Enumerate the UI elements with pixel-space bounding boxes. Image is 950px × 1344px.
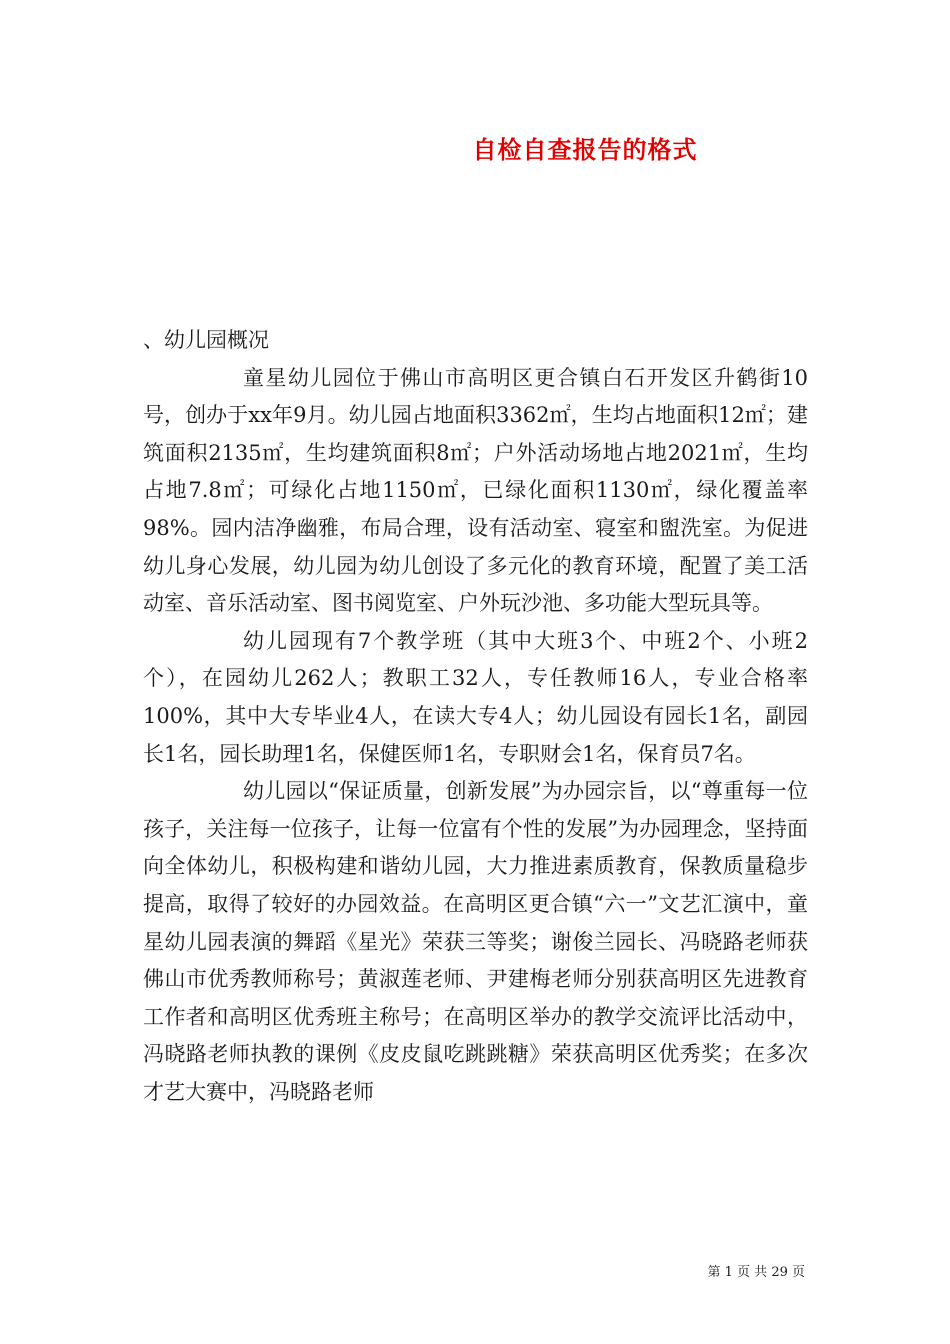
document-title: 自检自查报告的格式	[472, 136, 698, 164]
document-body	[143, 322, 808, 1111]
paragraph-staffing: 幼儿园现有7个教学班（其中大班3个、中班2个、小班2个），在园幼儿262人；教职工32人，专任教师16人，专业合格率100%，其中大专毕业4人，在读大专4人；幼儿园设有园长1名，副园长1名，园长助理1名，保健医师1名，专职财会1名，保育员7名。	[143, 628, 808, 766]
page-number: 第 1 页 共 29 页	[707, 1265, 805, 1280]
paragraph-achievements: 幼儿园以“保证质量，创新发展”为办园宗旨，以“尊重每一位孩子，关注每一位孩子，让每一位富有个性的发展”为办园理念，坚持面向全体幼儿，积极构建和谐幼儿园，大力推进素质教育，保教质量稳步提高，取得了较好的办园效益。在高明区更合镇“六一”文艺汇演中，童星幼儿园表演的舞蹈《星光》荣获三等奖；谢俊兰园长、冯晓路老师获佛山市优秀教师称号；黄淑莲老师、尹建梅老师分别获高明区先进教育工作者和高明区优秀班主称号；在高明区举办的教学交流评比活动中，冯晓路老师执教的课例《皮皮鼠吃跳跳糖》荣获高明区优秀奖；在多次才艺大赛中，冯晓路老师	[143, 779, 808, 1104]
paragraph-overview: 童星幼儿园位于佛山市高明区更合镇白石开发区升鹤街10号，创办于xx年9月。幼儿园占地面积3362㎡，生均占地面积12㎡；建筑面积2135㎡，生均建筑面积8㎡；户外活动场地占地2021㎡，生均占地7.8㎡；可绿化占地1150㎡，已绿化面积1130㎡，绿化覆盖率98%。园内洁净幽雅，布局合理，设有活动室、寝室和盥洗室。为促进幼儿身心发展，幼儿园为幼儿创设了多元化的教育环境，配置了美工活动室、音乐活动室、图书阅览室、户外玩沙池、多功能大型玩具等。	[143, 365, 808, 616]
section-heading: 、幼儿园概况	[143, 328, 269, 352]
